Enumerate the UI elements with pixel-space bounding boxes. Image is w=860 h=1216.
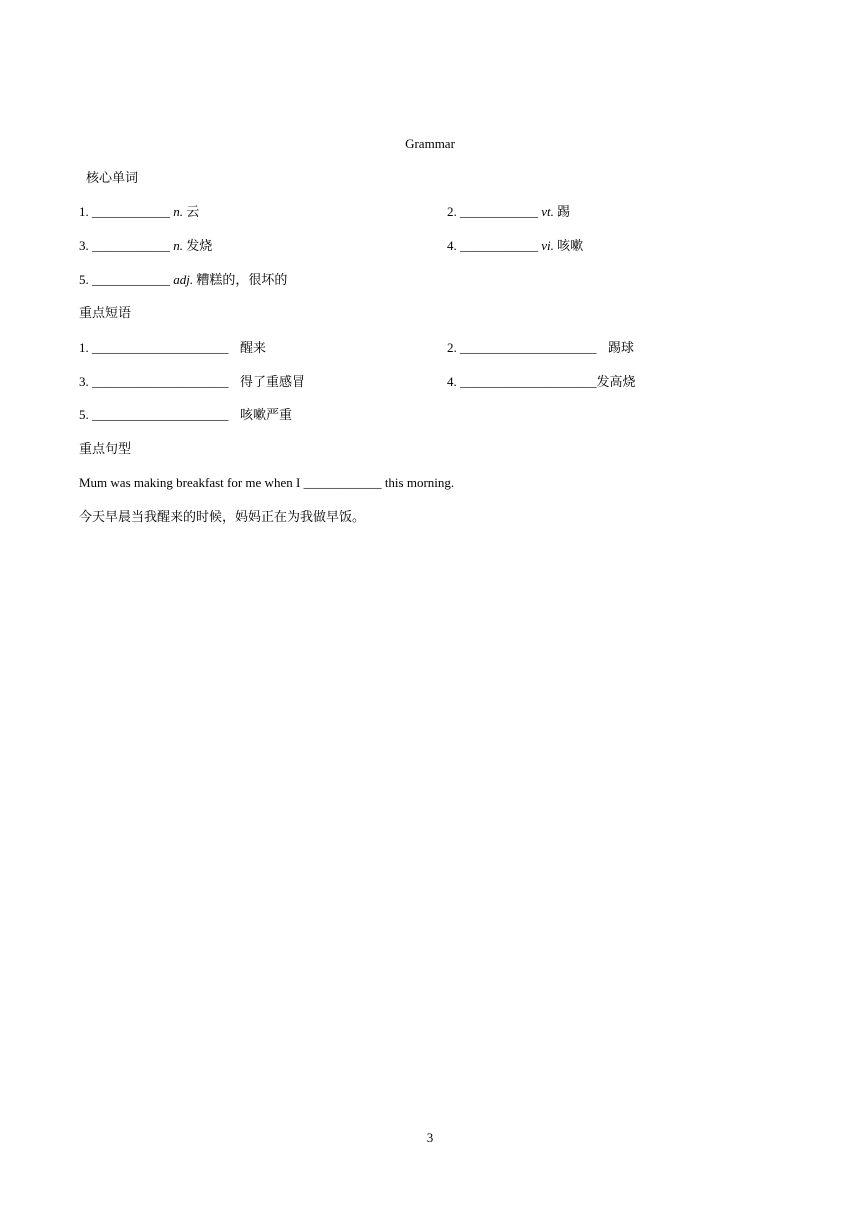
item-number: 2. [447, 340, 457, 355]
item-number: 3. [79, 374, 89, 389]
phrase-meaning: 醒来 [240, 340, 267, 355]
key-phrase-item-3 [79, 374, 305, 390]
answer-blank: ____________ [92, 238, 170, 253]
phrase-meaning: 得了重感冒 [240, 374, 306, 389]
item-number: 4. [447, 374, 457, 389]
word-meaning: 云 [186, 204, 200, 219]
answer-blank: ____________ [460, 238, 538, 253]
section-heading-key-sentences: 重点句型 [79, 441, 132, 456]
answer-blank: ____________ [92, 272, 170, 287]
part-of-speech: vt. [541, 204, 554, 219]
item-number: 5. [79, 407, 89, 422]
part-of-speech: n. [173, 238, 183, 253]
part-of-speech: adj. [173, 272, 194, 287]
word-meaning: 踢 [557, 204, 571, 219]
part-of-speech: n. [173, 204, 183, 219]
word-meaning: 咳嗽 [557, 238, 584, 253]
answer-blank: ____________ [460, 204, 538, 219]
answer-blank: _____________________ [92, 374, 229, 389]
word-meaning: 糟糕的，很坏的 [196, 272, 288, 287]
phrase-meaning: 发高烧 [596, 374, 636, 389]
phrase-meaning: 踢球 [608, 340, 635, 355]
key-phrase-item-1 [79, 340, 266, 356]
answer-blank: _____________________ [92, 340, 229, 355]
core-word-item-5 [79, 272, 287, 288]
answer-blank: _____________________ [92, 407, 229, 422]
page-number: 3 [426, 1130, 434, 1145]
page-title: Grammar [405, 136, 455, 151]
section-heading-key-phrases: 重点短语 [79, 305, 132, 320]
sentence-part: this morning. [384, 475, 455, 490]
item-number: 3. [79, 238, 89, 253]
word-meaning: 发烧 [186, 238, 213, 253]
item-number: 1. [79, 340, 89, 355]
key-phrase-item-2 [447, 340, 634, 356]
core-word-item-3 [79, 238, 212, 254]
answer-blank: ____________ [92, 204, 170, 219]
sentence-part: Mum was making breakfast for me when I [79, 475, 301, 490]
item-number: 2. [447, 204, 457, 219]
key-phrase-item-4 [447, 374, 636, 390]
key-sentence-chinese: 今天早晨当我醒来的时候，妈妈正在为我做早饭。 [79, 509, 366, 524]
item-number: 5. [79, 272, 89, 287]
answer-blank: _____________________ [460, 374, 597, 389]
item-number: 1. [79, 204, 89, 219]
section-heading-core-words: 核心单词 [86, 170, 139, 185]
key-sentence-english [79, 475, 454, 491]
item-number: 4. [447, 238, 457, 253]
answer-blank: ____________ [303, 475, 382, 490]
core-word-item-2 [447, 204, 570, 220]
core-word-item-4 [447, 238, 583, 254]
key-phrase-item-5 [79, 407, 292, 423]
part-of-speech: vi. [541, 238, 554, 253]
answer-blank: _____________________ [460, 340, 597, 355]
core-word-item-1 [79, 204, 199, 220]
phrase-meaning: 咳嗽严重 [240, 407, 293, 422]
